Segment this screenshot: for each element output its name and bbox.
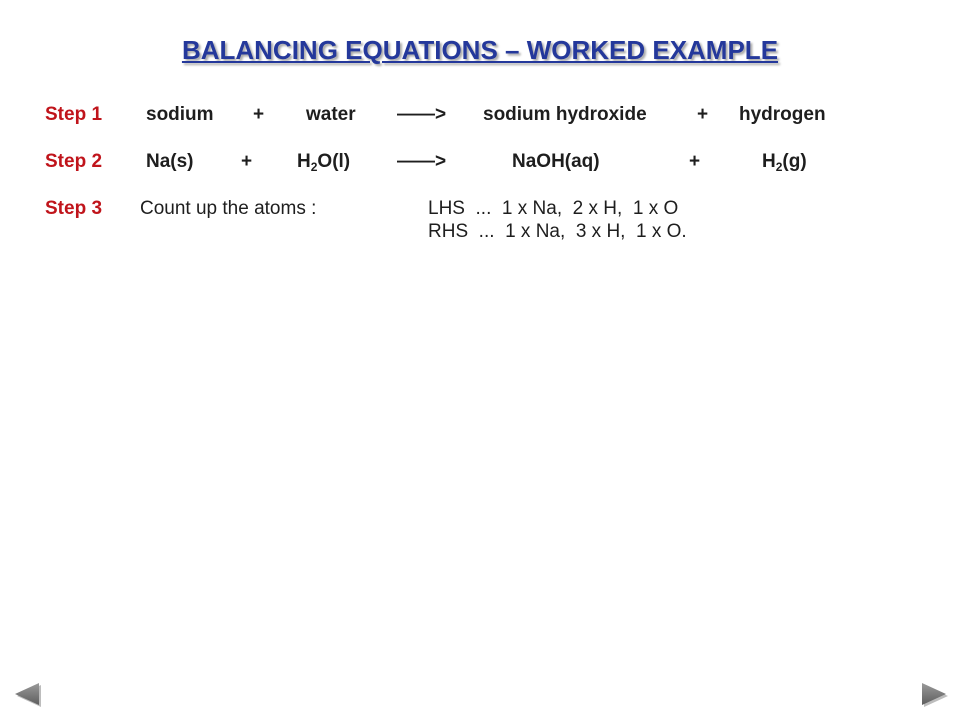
step2-label: Step 2 <box>45 151 103 172</box>
step1-reactant-sodium: sodium <box>146 104 214 125</box>
formula-rest: (g) <box>782 151 807 172</box>
step2-product-naoh: NaOH(aq) <box>512 151 600 172</box>
formula-element: H <box>297 151 311 172</box>
slide-title: BALANCING EQUATIONS – WORKED EXAMPLE <box>181 35 779 65</box>
previous-slide-button[interactable] <box>13 681 43 709</box>
triangle-right-icon <box>918 681 948 709</box>
step1-product-hydrogen: hydrogen <box>739 104 826 125</box>
step2-reaction-arrow: ——> <box>397 151 447 172</box>
triangle-left-icon <box>13 681 43 709</box>
formula-subscript: 2 <box>310 160 318 174</box>
step2-plus-1: + <box>241 151 253 172</box>
step1-plus-2: + <box>697 104 709 125</box>
step1-product-sodium-hydroxide: sodium hydroxide <box>483 104 647 125</box>
formula-element: H <box>762 151 776 172</box>
step1-reactant-water: water <box>306 104 356 125</box>
step3-label: Step 3 <box>45 198 103 219</box>
formula-rest: O(l) <box>317 151 351 172</box>
step2-plus-2: + <box>689 151 701 172</box>
step1-reaction-arrow: ——> <box>397 104 447 125</box>
step3-rhs-count: RHS ... 1 x Na, 3 x H, 1 x O. <box>428 221 687 242</box>
step1-label: Step 1 <box>45 104 103 125</box>
step3-lhs-count: LHS ... 1 x Na, 2 x H, 1 x O <box>428 198 679 219</box>
step2-reactant-na: Na(s) <box>146 151 194 172</box>
step1-plus-1: + <box>253 104 265 125</box>
step2-product-hydrogen-formula <box>762 151 807 173</box>
step2-reactant-water-formula <box>297 151 350 173</box>
formula-subscript: 2 <box>775 160 783 174</box>
step3-description: Count up the atoms : <box>140 198 317 219</box>
next-slide-button[interactable] <box>918 681 948 709</box>
